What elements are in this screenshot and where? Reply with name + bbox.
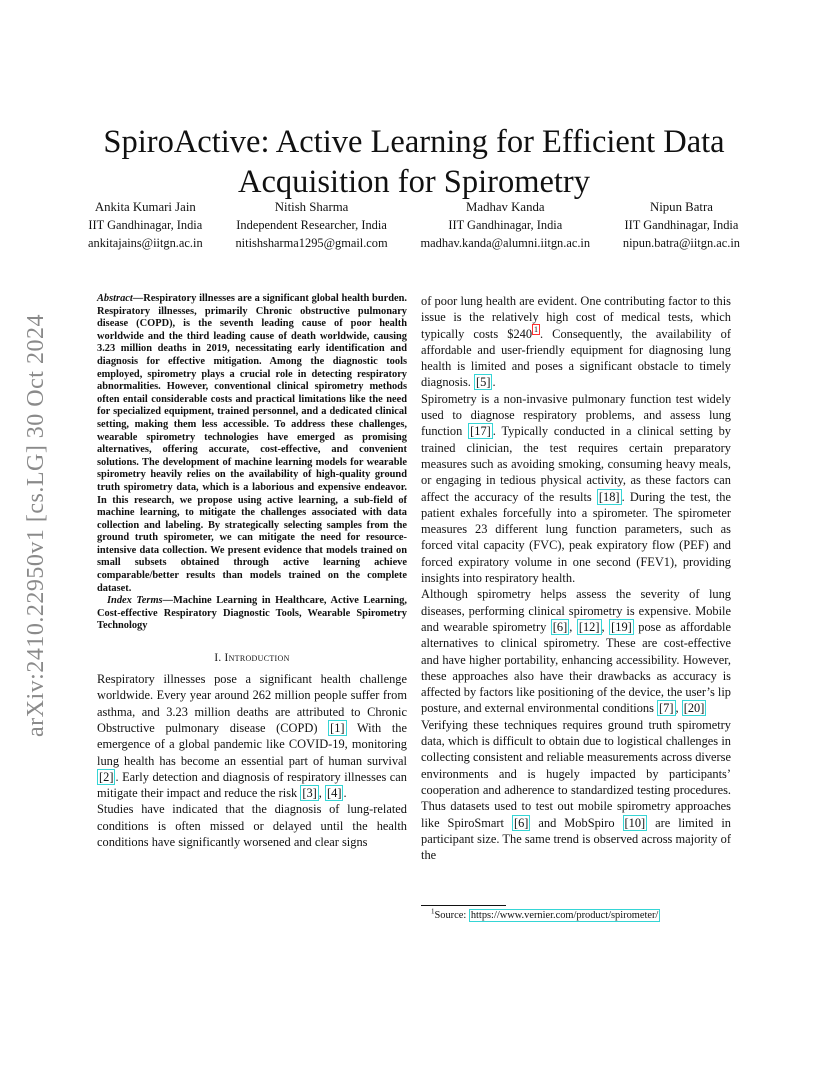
text-run: of poor lung health are evident. One contributing factor to this issue is the relatively high cost of medical tests, which typically costs $240 xyxy=(421,294,731,341)
author-email: nitishsharma1295@gmail.com xyxy=(235,236,388,250)
citation-link[interactable]: [19] xyxy=(611,619,632,634)
intro-paragraph xyxy=(421,391,731,587)
text-run: Respiratory illnesses pose a significant health challenge worldwide. Every year around 262 million people suffer from asthma, and 3.23 million deaths are attributed to Chronic Obstructive pulmonary disease (COPD) xyxy=(97,672,407,735)
intro-paragraph xyxy=(97,671,407,801)
intro-paragraph: Studies have indicated that the diagnosis of lung-related conditions is often missed or delayed until the health conditions have significantly worsened and clear signs xyxy=(97,802,407,849)
author-affiliation: Independent Researcher, India xyxy=(236,218,387,232)
citation-link[interactable]: [20] xyxy=(683,701,705,716)
citation-link[interactable]: [18] xyxy=(598,489,620,504)
text-run: pose as affordable alternatives to clinical spirometry. These are cost-effective and have higher portability, enhancing accessibility. However, these approaches also have their drawbacks as accuracy is affected by factors like positioning of the device, the user’s lip posture, and external environmental conditions xyxy=(421,619,732,716)
citation-link[interactable]: [17] xyxy=(470,424,491,439)
author-list xyxy=(88,198,740,252)
text-run: are limited in participant size. The same trend is observed across majority of the xyxy=(421,815,731,863)
text-run: . Early detection and diagnosis of respiratory illnesses can mitigate their impact and reduce the risk xyxy=(97,769,407,801)
author-block xyxy=(88,198,203,252)
citation-link[interactable]: [6] xyxy=(552,619,568,634)
citation-link[interactable]: [12] xyxy=(578,619,600,634)
author-email: nipun.batra@iitgn.ac.in xyxy=(622,236,740,250)
text-run: , xyxy=(601,619,610,634)
author-name: Ankita Kumari Jain xyxy=(94,200,196,214)
footnote-url-link[interactable]: https://www.vernier.com/product/spirometer/ xyxy=(470,910,659,921)
citation-link[interactable]: [3] xyxy=(302,786,317,801)
index-terms xyxy=(97,595,407,633)
citation-link[interactable]: [4] xyxy=(327,786,342,801)
footnote-rule xyxy=(421,905,506,906)
text-run: . Consequently, the availability of affordable and user-friendly equipment for diagnosing lung health is limited and poses a significant obstacle to timely diagnosis. xyxy=(421,326,731,390)
text-run: . xyxy=(343,786,347,801)
author-name: Nipun Batra xyxy=(649,200,713,214)
text-run: . During the test, the patient exhales forcefully into a spirometer. The spirometer measures 23 different lung function parameters, such as forced vital capacity (FVC), peak expiratory flow (PEF) and forced expiratory volume in one second (FEV1), providing insights into respiratory health. xyxy=(421,489,731,586)
section-heading: I. Introduction xyxy=(214,652,290,665)
citation-link[interactable]: [7] xyxy=(659,701,674,716)
abstract-lead: Abstract xyxy=(97,293,133,304)
author-name: Madhav Kanda xyxy=(466,200,545,214)
right-column xyxy=(421,293,731,863)
footnote-mark: 1 xyxy=(431,907,435,916)
author-affiliation: IIT Gandhinagar, India xyxy=(448,218,563,232)
citation-link[interactable]: [5] xyxy=(476,375,491,390)
citation-link[interactable]: [6] xyxy=(513,815,529,830)
author-block xyxy=(235,198,387,252)
intro-paragraph xyxy=(421,293,731,391)
text-run: , xyxy=(675,701,682,716)
text-run: , xyxy=(318,786,325,801)
intro-paragraph xyxy=(421,586,731,716)
text-run: With the emergence of a global pandemic like COVID-19, monitoring lung health has become an essential part of human survival xyxy=(97,720,407,768)
abstract-text: —Respiratory illnesses are a significant global health burden. Respiratory illnesses, primarily Chronic obstructive pulmonary disease (COPD), is the seventh leading cause of poor health worldwide and the third leading cause of death worldwide, causing 3.23 million deaths in 2019, necessitating early identification and diagnosis for effective mitigation. Among the diagnostic tools employed, spirometry plays a crucial role in detecting respiratory abnormalities. However, conventional clinical spirometry methods often entail considerable costs and practical limitations like the need for specialized equipment, trained personnel, and a dedicated clinical setting, making them less accessible. To address these challenges, wearable spirometry technologies have emerged as promising alternatives, offering accurate, cost-effective, and convenient solutions. The development of machine learning models for wearable spirometry heavily relies on the availability of high-quality ground truth spirometry data, which is a laborious and expensive endeavor. In this research, we propose using active learning, a sub-field of machine learning, to mitigate the challenges associated with data collection and labeling. By strategically selecting samples from the ground truth spirometer, we can mitigate the need for resource-intensive data collection. We present evidence that models trained on small subsets obtained through active learning achieve comparable/better results than models trained on the complete dataset. xyxy=(97,293,407,594)
author-affiliation: IIT Gandhinagar, India xyxy=(88,218,203,232)
arxiv-stamp xyxy=(14,290,58,760)
text-run: Verifying these techniques requires ground truth spirometry data, which is difficult to obtain due to logistical challenges in collecting consistent and reliable measurements across diverse environments and is hugely impacted by participants’ cooperation and adherence to standardized testing procedures. Thus datasets used to test out mobile spirometry approaches like SpiroSmart xyxy=(421,717,731,830)
index-terms-text: —Machine Learning in Healthcare, Active Learning, Cost-effective Respiratory Diagnostic Tools, Wearable Spirometry Technology xyxy=(97,595,407,632)
author-affiliation: IIT Gandhinagar, India xyxy=(624,218,739,232)
footnote xyxy=(431,909,660,922)
citation-link[interactable]: [1] xyxy=(330,720,345,735)
citation-link[interactable]: [2] xyxy=(99,769,114,784)
text-run: Although spirometry helps assess the severity of lung diseases, performing clinical spirometry is expensive. Mobile and wearable spirometry xyxy=(421,587,731,634)
text-run: . xyxy=(492,375,496,390)
author-email: madhav.kanda@alumni.iitgn.ac.in xyxy=(420,236,591,250)
author-email: ankitajains@iitgn.ac.in xyxy=(88,236,203,250)
text-run: , xyxy=(569,619,577,634)
index-terms-lead: Index Terms xyxy=(107,595,163,607)
footnote-ref[interactable]: 1 xyxy=(534,325,539,335)
paper-title: SpiroActive: Active Learning for Efficient Data Acquisition for Spirometry xyxy=(103,123,725,200)
left-column xyxy=(97,293,407,850)
abstract xyxy=(97,293,407,595)
intro-paragraph xyxy=(421,717,731,864)
author-block xyxy=(421,198,591,252)
text-run: Spirometry is a non-invasive pulmonary function test widely used to diagnose respiratory problems, and assess lung function xyxy=(421,391,731,439)
text-run: . Typically conducted in a clinical setting by trained clinician, the test requires certain preparatory measures such as avoiding smoking, consuming heavy meals, or engaging in tedious physical activity, as these factors can affect the accuracy of the results xyxy=(421,424,732,504)
author-block xyxy=(623,198,740,252)
author-name: Nitish Sharma xyxy=(274,200,349,214)
citation-link[interactable]: [10] xyxy=(624,815,646,830)
text-run: and MobSpiro xyxy=(530,815,623,830)
arxiv-stamp-text: arXiv:2410.22950v1 [cs.LG] 30 Oct 2024 xyxy=(22,313,49,737)
footnote-label: Source: xyxy=(434,910,469,921)
